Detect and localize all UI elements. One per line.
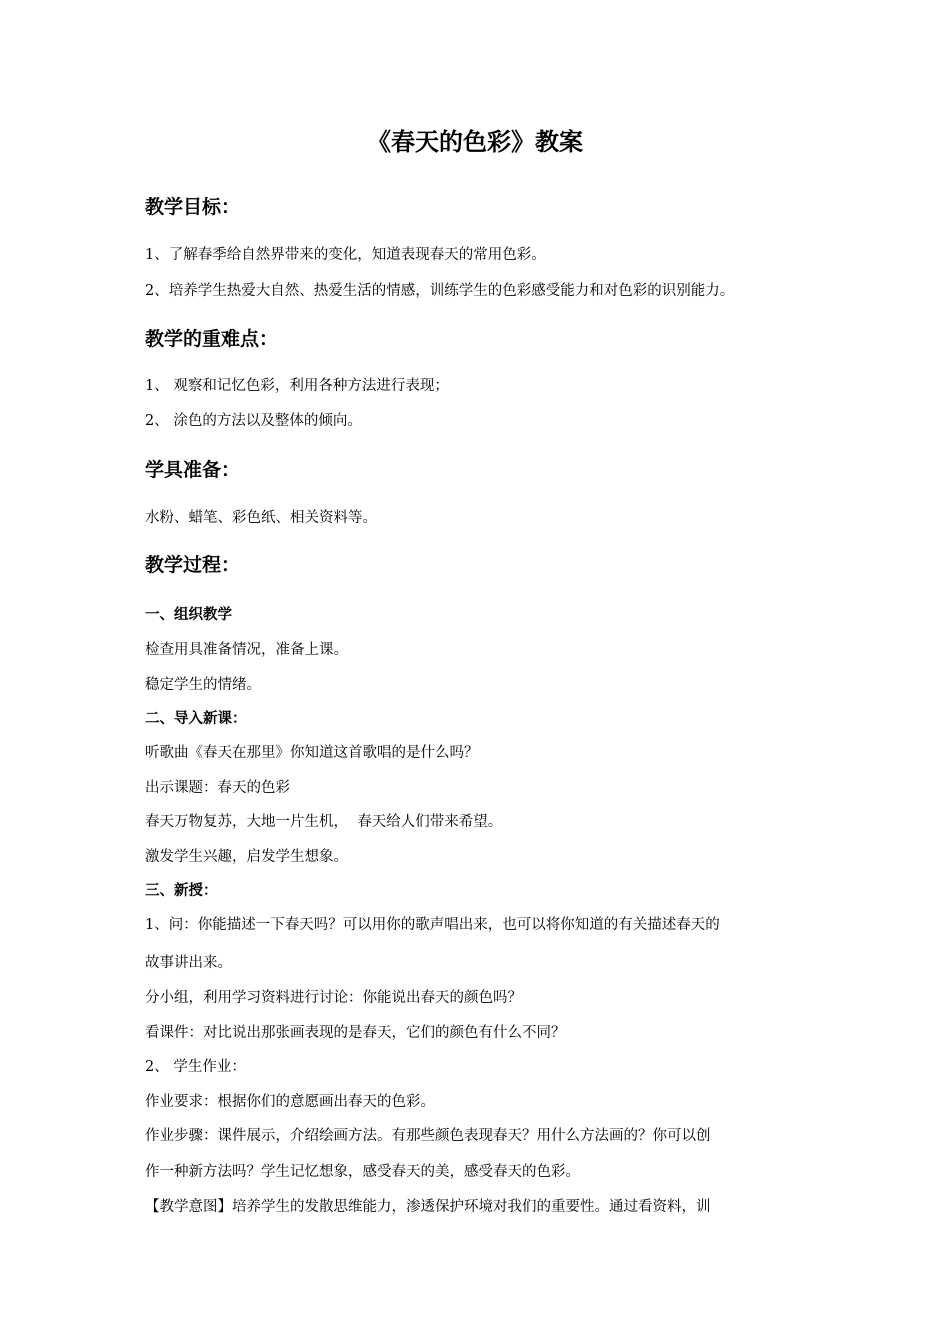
step2-heading: 二、导入新课：: [145, 711, 247, 727]
step3-line: 故事讲出来。: [145, 955, 232, 971]
step2-line: 激发学生兴趣，启发学生想象。: [145, 849, 348, 865]
step3-line: 作业步骤：课件展示，介绍绘画方法。有那些颜色表现春天？用什么方法画的？你可以创: [145, 1128, 711, 1144]
key-points-heading: 教学的重难点：: [145, 328, 279, 350]
step3-line: 看课件：对比说出那张画表现的是春天，它们的颜色有什么不同？: [145, 1025, 566, 1041]
step3-line: 作一种新方法吗？学生记忆想象，感受春天的美，感受春天的色彩。: [145, 1164, 580, 1180]
step3-line: 分小组，利用学习资料进行讨论：你能说出春天的颜色吗？: [145, 990, 522, 1006]
step3-line: 1、问：你能描述一下春天吗？可以用你的歌声唱出来，也可以将你知道的有关描述春天的: [145, 917, 720, 933]
objectives-item-2: 2、培养学生热爱大自然、热爱生活的情感，训练学生的色彩感受能力和对色彩的识别能力。: [145, 283, 735, 299]
step2-line: 出示课题：春天的色彩: [145, 780, 290, 796]
step3-line: 2、 学生作业：: [145, 1059, 246, 1075]
key-points-item-2: 2、 涂色的方法以及整体的倾向。: [145, 413, 362, 429]
process-heading: 教学过程：: [145, 554, 241, 576]
step2-line: 听歌曲《春天在那里》你知道这首歌唱的是什么吗？: [145, 745, 479, 761]
key-points-item-1: 1、 观察和记忆色彩，利用各种方法进行表现；: [145, 378, 449, 394]
page-title: 《春天的色彩》教案: [367, 128, 583, 156]
step1-heading: 一、组织教学: [145, 607, 232, 623]
objectives-heading: 教学目标：: [145, 196, 241, 218]
materials-text: 水粉、蜡笔、彩色纸、相关资料等。: [145, 510, 377, 526]
step1-line: 检查用具准备情况，准备上课。: [145, 642, 348, 658]
step3-line: 【教学意图】培养学生的发散思维能力，渗透保护环境对我们的重要性。通过看资料，训: [145, 1199, 711, 1215]
materials-heading: 学具准备：: [145, 459, 241, 481]
step3-heading: 三、新授：: [145, 883, 218, 899]
objectives-item-1: 1、了解春季给自然界带来的变化，知道表现春天的常用色彩。: [145, 247, 546, 263]
step2-line: 春天万物复苏，大地一片生机， 春天给人们带来希望。: [145, 814, 503, 830]
step1-line: 稳定学生的情绪。: [145, 677, 261, 693]
step3-line: 作业要求：根据你们的意愿画出春天的色彩。: [145, 1094, 435, 1110]
